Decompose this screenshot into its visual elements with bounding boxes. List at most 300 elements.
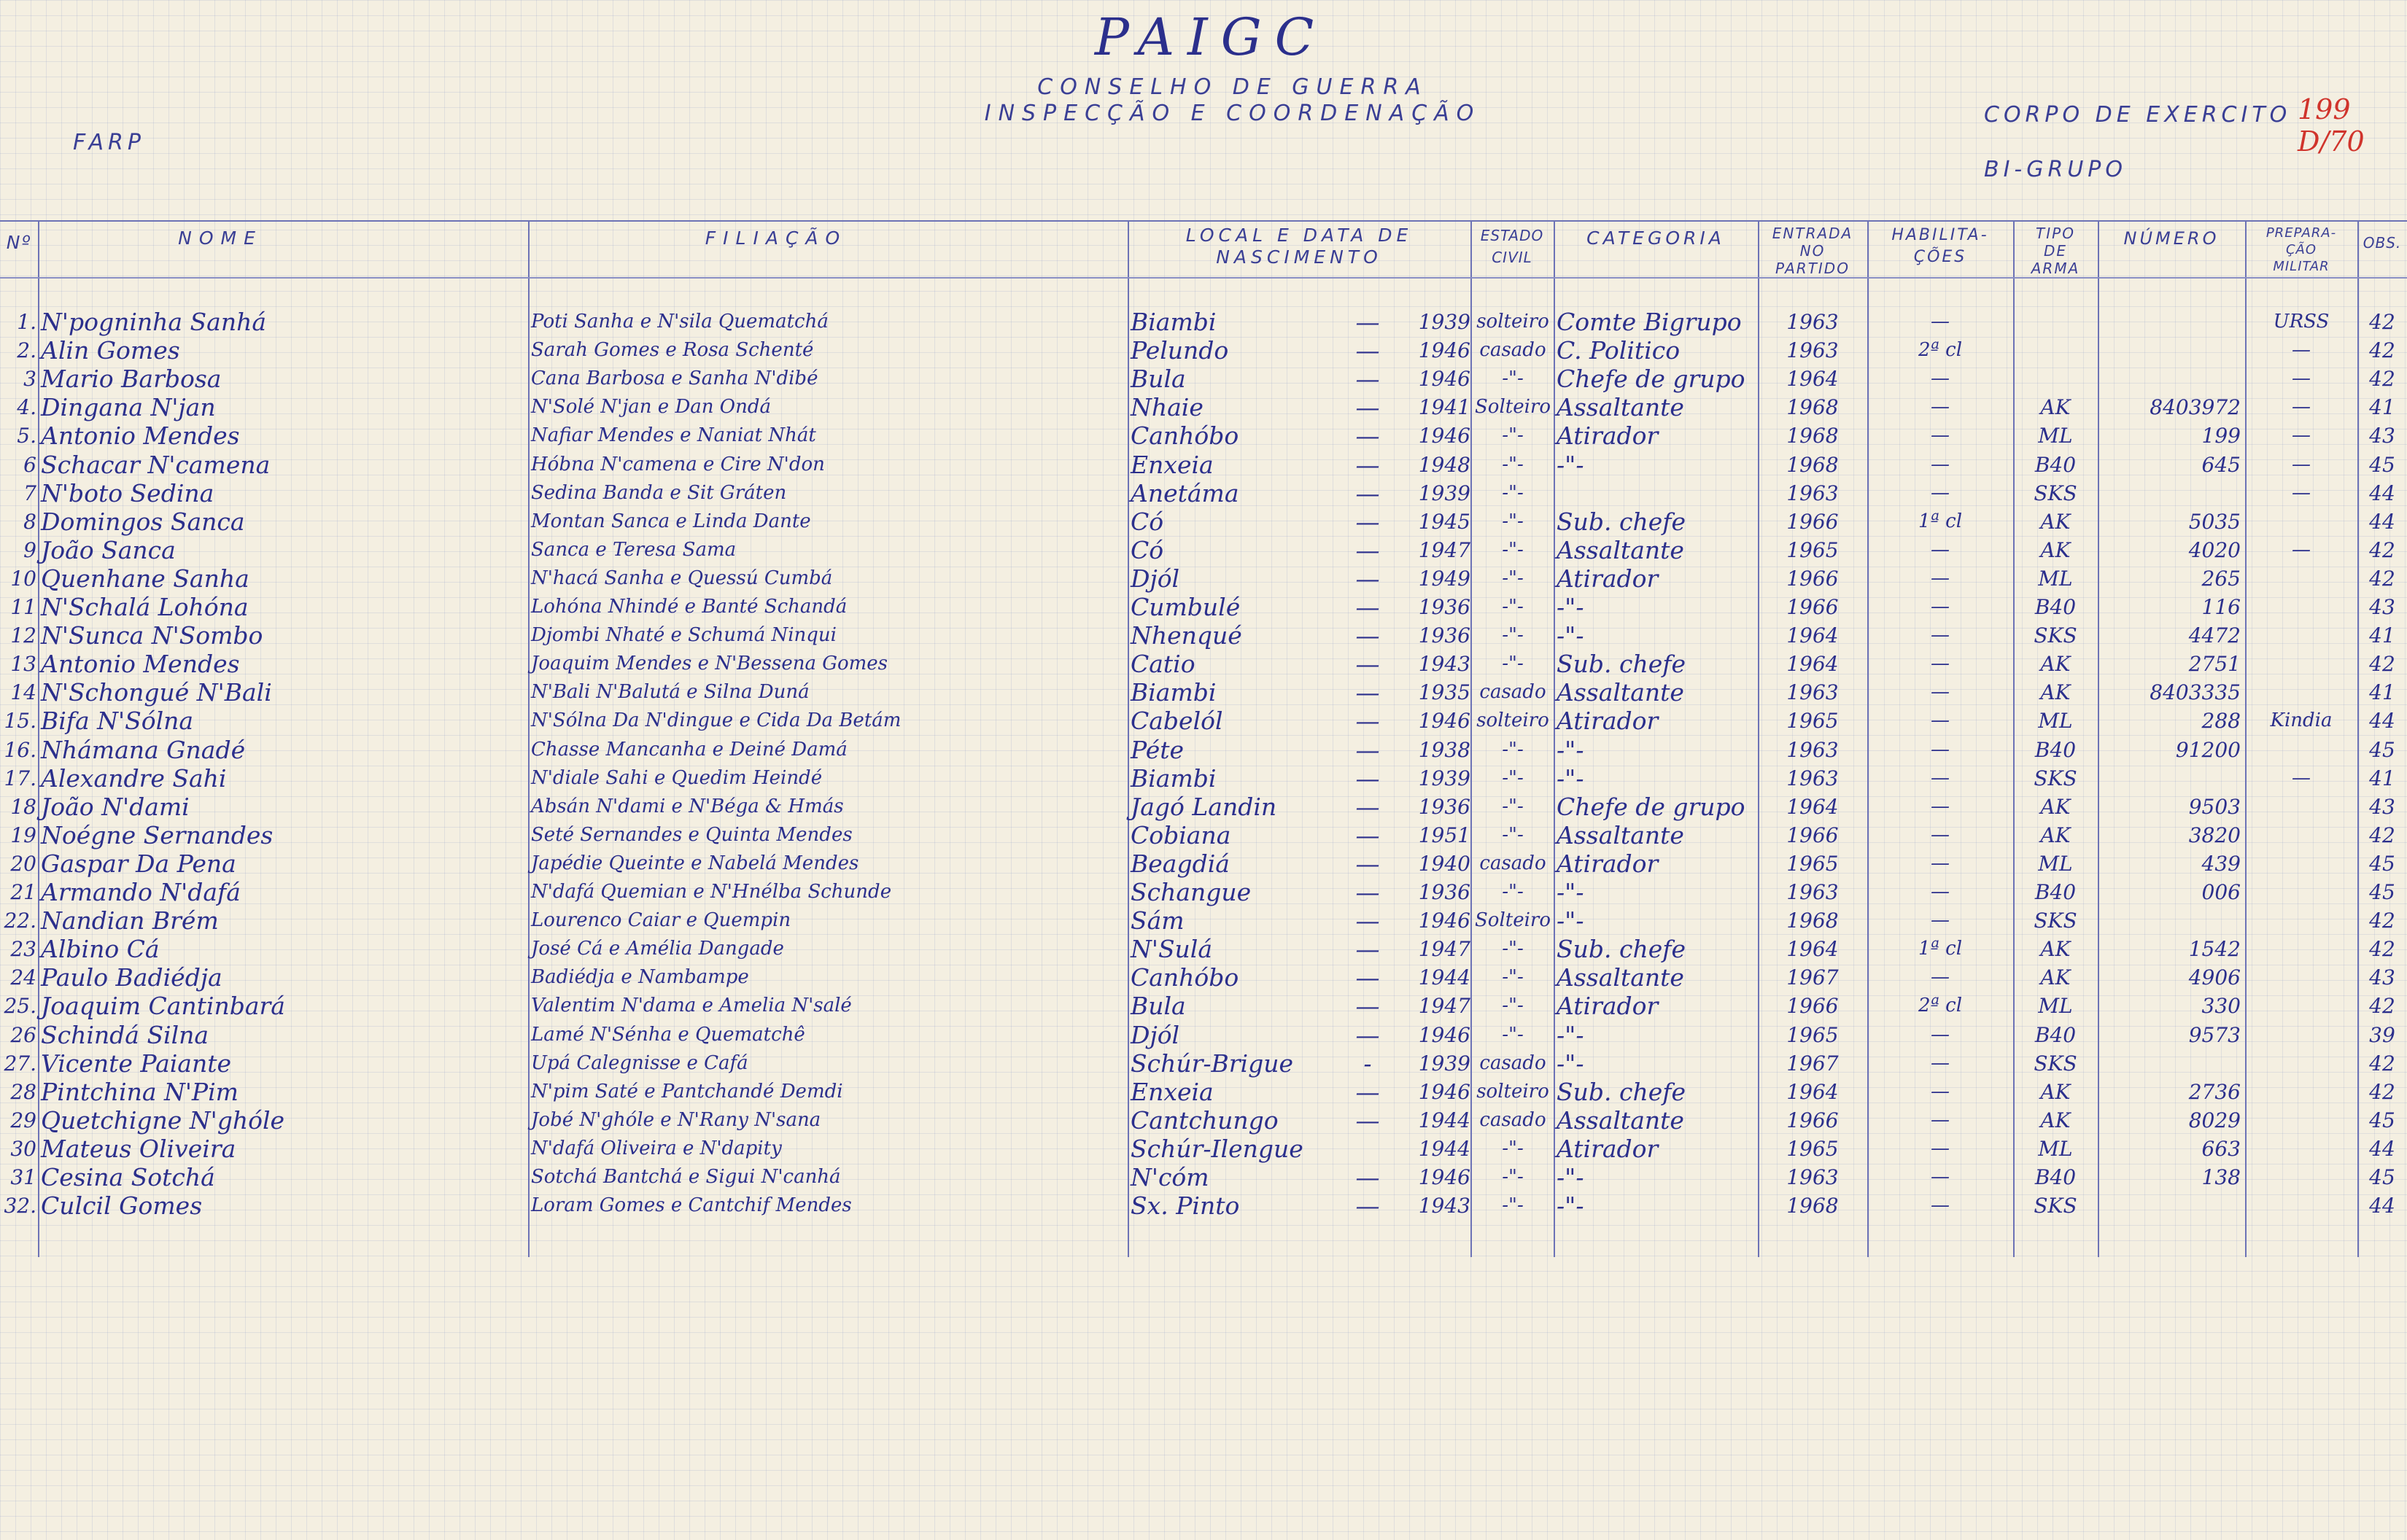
birthplace-cell: Sx. Pinto: [1131, 1191, 1240, 1221]
observation-cell: 44: [2369, 709, 2395, 734]
birth-year-cell: 1946: [1418, 424, 1470, 448]
person-name-cell: Quenhane Sanha: [41, 564, 249, 593]
party-entry-year-cell: 1964: [1786, 794, 1839, 819]
birth-dash-cell: —: [1355, 878, 1380, 906]
parentage-cell: Chasse Mancanha e Deiné Damá: [531, 738, 848, 761]
person-name-cell: Pintchina N'Pim: [41, 1077, 239, 1106]
table-row: [0, 1049, 2407, 1078]
row-number-cell: 9: [23, 537, 36, 562]
table-row: [0, 935, 2407, 963]
weapon-type-cell: ML: [2038, 1136, 2073, 1161]
farp-label: FARP: [73, 130, 145, 155]
category-cell: -"-: [1557, 763, 1584, 793]
parentage-cell: Hóbna N'camena e Cire N'don: [531, 453, 825, 475]
birth-dash-cell: —: [1355, 336, 1380, 365]
qualifications-cell: —: [1931, 1137, 1950, 1159]
category-cell: Assaltante: [1557, 820, 1684, 849]
table-row: [0, 707, 2407, 735]
parentage-cell: Nafiar Mendes e Naniat Nhát: [531, 424, 816, 447]
person-name-cell: Albino Cá: [41, 935, 160, 964]
birthplace-cell: Có: [1131, 507, 1164, 536]
col-header-prep: [2245, 225, 2357, 275]
weapon-type-cell: SKS: [2034, 1194, 2077, 1218]
weapon-number-cell: 116: [2201, 595, 2241, 619]
table-row: [0, 336, 2407, 365]
person-name-cell: Domingos Sanca: [41, 507, 245, 536]
category-cell: -"-: [1557, 1020, 1584, 1049]
qualifications-cell: —: [1931, 1166, 1950, 1188]
observation-cell: 44: [2369, 1136, 2395, 1161]
civil-status-cell: -"-: [1502, 481, 1524, 504]
qualifications-cell: —: [1931, 481, 1950, 504]
table-row: [0, 906, 2407, 935]
birth-year-cell: 1949: [1418, 566, 1470, 591]
weapon-type-cell: ML: [2038, 709, 2073, 734]
weapon-number-cell: 3820: [2188, 822, 2241, 847]
civil-status-cell: -"-: [1502, 368, 1524, 390]
row-number-cell: 26: [10, 1022, 36, 1047]
civil-status-cell: solteiro: [1476, 1080, 1549, 1102]
party-entry-year-cell: 1964: [1786, 652, 1839, 677]
row-number-cell: 12: [10, 623, 36, 648]
birth-dash-cell: —: [1355, 678, 1380, 707]
birth-year-cell: 1946: [1418, 1165, 1470, 1189]
weapon-type-cell: AK: [2040, 537, 2071, 562]
weapon-number-cell: 9503: [2188, 794, 2241, 819]
weapon-number-cell: 8403335: [2150, 680, 2241, 705]
qualifications-cell: —: [1931, 538, 1950, 561]
category-cell: Assaltante: [1557, 1105, 1684, 1135]
weapon-type-cell: AK: [2040, 680, 2071, 705]
party-entry-year-cell: 1963: [1786, 481, 1839, 505]
parentage-cell: N'Bali N'Balutá e Silna Duná: [531, 681, 810, 704]
birth-year-cell: 1935: [1418, 680, 1470, 705]
birth-dash-cell: —: [1355, 308, 1380, 336]
birthplace-cell: Djól: [1131, 1020, 1180, 1049]
table-row: [0, 593, 2407, 621]
category-cell: -"-: [1557, 878, 1584, 906]
party-entry-year-cell: 1965: [1786, 537, 1839, 562]
document-subtitle-council: CONSELHO DE GUERRA: [1037, 74, 1428, 100]
weapon-number-cell: 4906: [2188, 965, 2241, 990]
birth-dash-cell: —: [1355, 1191, 1380, 1221]
qualifications-cell: 2ª cl: [1918, 995, 1963, 1017]
weapon-number-cell: 138: [2201, 1165, 2241, 1189]
person-name-cell: Vicente Paiante: [41, 1049, 232, 1078]
birth-dash-cell: —: [1355, 935, 1380, 964]
qualifications-cell: —: [1931, 453, 1950, 475]
observation-cell: 42: [2369, 994, 2395, 1019]
birth-year-cell: 1939: [1418, 1051, 1470, 1076]
observation-cell: 43: [2369, 424, 2395, 448]
parentage-cell: Montan Sanca e Linda Dante: [531, 510, 811, 532]
col-header-tipo-line3: ARMA: [2031, 260, 2080, 277]
col-header-estado-line1: ESTADO: [1480, 227, 1544, 244]
parentage-cell: N'dafá Quemian e N'Hnélba Schunde: [531, 881, 892, 903]
parentage-cell: Upá Calegnisse e Cafá: [531, 1051, 748, 1074]
birth-year-cell: 1944: [1418, 1108, 1470, 1132]
table-row: [0, 421, 2407, 450]
birth-dash-cell: —: [1355, 564, 1380, 593]
civil-status-cell: casado: [1479, 1108, 1546, 1131]
table-row: [0, 308, 2407, 336]
row-number-cell: 7: [23, 481, 36, 505]
col-header-local-line2: NASCIMENTO: [1216, 246, 1382, 268]
party-entry-year-cell: 1963: [1786, 680, 1839, 705]
person-name-cell: Paulo Badiédja: [41, 963, 222, 992]
table-row: [0, 736, 2407, 764]
table-row: [0, 393, 2407, 421]
birth-dash-cell: —: [1355, 963, 1380, 992]
military-training-cell: —: [2292, 766, 2311, 789]
row-number-cell: 5.: [17, 424, 36, 448]
category-cell: -"-: [1557, 621, 1584, 650]
qualifications-cell: —: [1931, 881, 1950, 903]
weapon-number-cell: 4472: [2188, 623, 2241, 648]
person-name-cell: N'pogninha Sanhá: [41, 308, 267, 336]
category-cell: Assaltante: [1557, 535, 1684, 564]
birthplace-cell: Bula: [1131, 365, 1186, 394]
parentage-cell: Poti Sanha e N'sila Quematchá: [531, 311, 829, 332]
row-number-cell: 13: [10, 652, 36, 677]
party-entry-year-cell: 1963: [1786, 737, 1839, 762]
weapon-type-cell: B40: [2034, 1022, 2077, 1047]
person-name-cell: Bifa N'Sólna: [41, 707, 194, 736]
birth-dash-cell: -: [1363, 1049, 1372, 1078]
row-number-cell: 30: [10, 1136, 36, 1161]
col-header-estado-line2: CIVIL: [1492, 249, 1532, 266]
party-entry-year-cell: 1966: [1786, 822, 1839, 847]
birth-dash-cell: —: [1355, 421, 1380, 451]
civil-status-cell: -"-: [1502, 596, 1524, 618]
observation-cell: 41: [2369, 680, 2395, 705]
weapon-type-cell: AK: [2040, 794, 2071, 819]
table-row: [0, 1135, 2407, 1163]
parentage-cell: Lohóna Nhindé e Banté Schandá: [531, 596, 848, 618]
col-header-habil: [1867, 225, 2013, 268]
parentage-cell: Seté Sernandes e Quinta Mendes: [531, 823, 853, 846]
birthplace-cell: Catio: [1131, 650, 1195, 679]
parentage-cell: Valentim N'dama e Amelia N'salé: [531, 995, 852, 1017]
qualifications-cell: —: [1931, 624, 1950, 647]
category-cell: Assaltante: [1557, 393, 1684, 422]
qualifications-cell: —: [1931, 738, 1950, 761]
qualifications-cell: —: [1931, 909, 1950, 932]
weapon-type-cell: AK: [2040, 1079, 2071, 1104]
parentage-cell: Absán N'dami e N'Béga & Hmás: [531, 795, 844, 817]
party-entry-year-cell: 1968: [1786, 909, 1839, 933]
civil-status-cell: -"-: [1502, 453, 1524, 475]
qualifications-cell: —: [1931, 567, 1950, 589]
document-title: PAIGC: [1094, 7, 1327, 67]
parentage-cell: N'Sólna Da N'dingue e Cida Da Betám: [531, 709, 902, 732]
birthplace-cell: Nhaie: [1131, 393, 1204, 422]
category-cell: Sub. chefe: [1557, 650, 1686, 679]
birth-dash-cell: —: [1355, 792, 1380, 821]
category-cell: Sub. chefe: [1557, 1077, 1686, 1106]
birth-year-cell: 1946: [1418, 1022, 1470, 1047]
birth-dash-cell: —: [1355, 365, 1380, 394]
qualifications-cell: —: [1931, 1194, 1950, 1217]
birth-dash-cell: —: [1355, 820, 1380, 849]
weapon-number-cell: 8403972: [2150, 395, 2241, 420]
col-header-habil-line2: ÇÕES: [1913, 248, 1967, 266]
col-header-nome: NOME: [178, 228, 263, 249]
weapon-type-cell: B40: [2034, 1165, 2077, 1189]
col-header-tipo-line2: DE: [2043, 242, 2068, 260]
document-header: [0, 0, 2407, 219]
birth-dash-cell: —: [1355, 906, 1380, 936]
person-name-cell: N'Schalá Lohóna: [41, 593, 249, 621]
col-header-local-line1: LOCAL E DATA DE: [1185, 225, 1413, 246]
weapon-number-cell: 330: [2201, 994, 2241, 1019]
parentage-cell: N'Solé N'jan e Dan Ondá: [531, 396, 772, 419]
birthplace-cell: Canhóbo: [1131, 421, 1239, 451]
category-cell: Atirador: [1557, 707, 1659, 736]
birthplace-cell: N'Sulá: [1131, 935, 1213, 964]
table-row: [0, 1191, 2407, 1220]
civil-status-cell: -"-: [1502, 538, 1524, 561]
birthplace-cell: Cumbulé: [1131, 593, 1241, 621]
civil-status-cell: Solteiro: [1474, 909, 1551, 932]
birth-year-cell: 1936: [1418, 794, 1470, 819]
birthplace-cell: Nhenqué: [1131, 621, 1242, 650]
observation-cell: 45: [2369, 452, 2395, 477]
weapon-number-cell: 006: [2201, 880, 2241, 904]
civil-status-cell: casado: [1479, 681, 1546, 704]
table-row: [0, 1021, 2407, 1049]
row-number-cell: 4.: [17, 395, 36, 420]
category-cell: Atirador: [1557, 421, 1659, 451]
observation-cell: 42: [2369, 1051, 2395, 1076]
qualifications-cell: —: [1931, 823, 1950, 846]
civil-status-cell: -"-: [1502, 938, 1524, 960]
person-name-cell: Armando N'dafá: [41, 878, 241, 906]
observation-cell: 42: [2369, 537, 2395, 562]
civil-status-cell: -"-: [1502, 1166, 1524, 1188]
row-number-cell: 1.: [17, 310, 36, 334]
birthplace-cell: Enxeia: [1131, 1077, 1214, 1106]
category-cell: -"-: [1557, 906, 1584, 936]
birth-dash-cell: —: [1355, 450, 1380, 479]
civil-status-cell: -"-: [1502, 738, 1524, 761]
birth-year-cell: 1939: [1418, 481, 1470, 505]
qualifications-cell: 1ª cl: [1918, 510, 1963, 532]
military-training-cell: —: [2292, 424, 2311, 447]
observation-cell: 44: [2369, 1194, 2395, 1218]
col-header-entrada: [1758, 225, 1867, 277]
document-subtitle-inspection: INSPECÇÃO E COORDENAÇÃO: [984, 101, 1481, 126]
weapon-type-cell: AK: [2040, 1108, 2071, 1132]
roster-table: [0, 220, 2407, 1257]
qualifications-cell: —: [1931, 966, 1950, 989]
weapon-number-cell: 8029: [2188, 1108, 2241, 1132]
col-header-prep-line1: PREPARA-: [2265, 225, 2337, 241]
birthplace-cell: Beagdiá: [1131, 849, 1230, 878]
weapon-type-cell: ML: [2038, 851, 2073, 876]
observation-cell: 39: [2369, 1022, 2395, 1047]
row-number-cell: 6: [23, 452, 36, 477]
birth-dash-cell: —: [1355, 707, 1380, 736]
person-name-cell: Mateus Oliveira: [41, 1134, 236, 1163]
qualifications-cell: —: [1931, 1080, 1950, 1102]
table-row: [0, 479, 2407, 508]
observation-cell: 42: [2369, 310, 2395, 334]
party-entry-year-cell: 1964: [1786, 623, 1839, 648]
civil-status-cell: -"-: [1502, 966, 1524, 989]
weapon-number-cell: 1542: [2188, 937, 2241, 962]
birthplace-cell: Biambi: [1131, 308, 1217, 336]
weapon-type-cell: AK: [2040, 822, 2071, 847]
table-row: [0, 821, 2407, 849]
birth-year-cell: 1946: [1418, 1079, 1470, 1104]
observation-cell: 42: [2369, 367, 2395, 392]
row-number-cell: 16.: [4, 737, 36, 762]
civil-status-cell: -"-: [1502, 567, 1524, 589]
table-row: [0, 1163, 2407, 1191]
table-row: [0, 992, 2407, 1020]
civil-status-cell: -"-: [1502, 881, 1524, 903]
person-name-cell: N'Sunca N'Sombo: [41, 621, 263, 650]
civil-status-cell: -"-: [1502, 1137, 1524, 1159]
col-header-obs: OBS.: [2363, 234, 2402, 252]
birthplace-cell: Djól: [1131, 564, 1180, 593]
birthplace-cell: Bula: [1131, 992, 1186, 1021]
table-row: [0, 849, 2407, 878]
qualifications-cell: —: [1931, 852, 1950, 874]
parentage-cell: N'hacá Sanha e Quessú Cumbá: [531, 567, 833, 589]
party-entry-year-cell: 1963: [1786, 880, 1839, 904]
weapon-type-cell: SKS: [2034, 1051, 2077, 1076]
header-rule: [0, 277, 2407, 279]
weapon-number-cell: 5035: [2188, 509, 2241, 534]
person-name-cell: Quetchigne N'ghóle: [41, 1105, 285, 1135]
observation-cell: 42: [2369, 909, 2395, 933]
civil-status-cell: solteiro: [1476, 709, 1549, 732]
parentage-cell: N'pim Saté e Pantchandé Demdi: [531, 1080, 843, 1102]
birth-year-cell: 1946: [1418, 367, 1470, 392]
table-row: [0, 365, 2407, 393]
observation-cell: 42: [2369, 338, 2395, 363]
birth-dash-cell: —: [1355, 478, 1380, 508]
row-number-cell: 17.: [4, 766, 36, 790]
table-row: [0, 536, 2407, 564]
birth-dash-cell: —: [1355, 650, 1380, 679]
observation-cell: 44: [2369, 481, 2395, 505]
birth-dash-cell: —: [1355, 507, 1380, 536]
military-training-cell: —: [2292, 453, 2311, 475]
party-entry-year-cell: 1963: [1786, 766, 1839, 790]
group-label: BI-GRUPO: [1984, 157, 2128, 182]
observation-cell: 45: [2369, 1108, 2395, 1132]
category-cell: Assaltante: [1557, 678, 1684, 707]
col-header-tipo-line1: TIPO: [2036, 225, 2075, 242]
col-header-categoria: CATEGORIA: [1586, 228, 1725, 249]
weapon-type-cell: SKS: [2034, 766, 2077, 790]
observation-cell: 45: [2369, 880, 2395, 904]
row-number-cell: 25.: [4, 994, 36, 1019]
party-entry-year-cell: 1967: [1786, 965, 1839, 990]
qualifications-cell: —: [1931, 396, 1950, 419]
row-number-cell: 14: [10, 680, 36, 705]
row-number-cell: 29: [10, 1108, 36, 1132]
weapon-type-cell: B40: [2034, 737, 2077, 762]
col-header-numero: NÚMERO: [2123, 228, 2220, 249]
qualifications-cell: —: [1931, 596, 1950, 618]
parentage-cell: Sanca e Teresa Sama: [531, 538, 737, 561]
birth-year-cell: 1939: [1418, 310, 1470, 334]
party-entry-year-cell: 1968: [1786, 1194, 1839, 1218]
civil-status-cell: -"-: [1502, 795, 1524, 817]
corps-number: 199 D/70: [2298, 93, 2365, 158]
parentage-cell: Badiédja e Nambampe: [531, 966, 749, 989]
birth-year-cell: 1947: [1418, 994, 1470, 1019]
military-training-cell: —: [2292, 481, 2311, 504]
birth-year-cell: 1939: [1418, 766, 1470, 790]
person-name-cell: Schacar N'camena: [41, 450, 271, 479]
civil-status-cell: -"-: [1502, 766, 1524, 789]
person-name-cell: Noégne Sernandes: [41, 820, 274, 849]
parentage-cell: N'dafá Oliveira e N'dapity: [531, 1137, 782, 1159]
civil-status-cell: solteiro: [1476, 311, 1549, 332]
civil-status-cell: -"-: [1502, 510, 1524, 532]
person-name-cell: Culcil Gomes: [41, 1191, 203, 1221]
row-number-cell: 31: [10, 1165, 36, 1189]
party-entry-year-cell: 1968: [1786, 424, 1839, 448]
parentage-cell: N'diale Sahi e Quedim Heindé: [531, 766, 823, 789]
civil-status-cell: -"-: [1502, 1194, 1524, 1217]
weapon-type-cell: ML: [2038, 566, 2073, 591]
table-row: [0, 1078, 2407, 1106]
table-row: [0, 508, 2407, 536]
birth-year-cell: 1940: [1418, 851, 1470, 876]
parentage-cell: Loram Gomes e Cantchif Mendes: [531, 1194, 852, 1217]
weapon-type-cell: SKS: [2034, 909, 2077, 933]
party-entry-year-cell: 1967: [1786, 1051, 1839, 1076]
weapon-type-cell: AK: [2040, 509, 2071, 534]
military-training-cell: —: [2292, 368, 2311, 390]
qualifications-cell: —: [1931, 1023, 1950, 1046]
party-entry-year-cell: 1965: [1786, 1022, 1839, 1047]
party-entry-year-cell: 1966: [1786, 566, 1839, 591]
civil-status-cell: casado: [1479, 339, 1546, 362]
col-header-filiacao: FILIAÇÃO: [705, 228, 848, 249]
row-number-cell: 15.: [4, 709, 36, 734]
observation-cell: 42: [2369, 566, 2395, 591]
birthplace-cell: Cobiana: [1131, 820, 1231, 849]
weapon-type-cell: AK: [2040, 937, 2071, 962]
table-row: [0, 451, 2407, 479]
table-row: [0, 764, 2407, 793]
category-cell: Comte Bigrupo: [1557, 308, 1742, 336]
birthplace-cell: N'cóm: [1131, 1163, 1209, 1191]
person-name-cell: Antonio Mendes: [41, 421, 240, 451]
parentage-cell: Lamé N'Sénha e Quematchê: [531, 1023, 805, 1046]
qualifications-cell: —: [1931, 311, 1950, 332]
military-training-cell: —: [2292, 396, 2311, 419]
birth-dash-cell: —: [1355, 992, 1380, 1021]
birth-year-cell: 1946: [1418, 338, 1470, 363]
person-name-cell: N'Schongué N'Bali: [41, 678, 272, 707]
table-row: [0, 793, 2407, 821]
qualifications-cell: —: [1931, 368, 1950, 390]
table-row: [0, 564, 2407, 593]
birthplace-cell: Cantchungo: [1131, 1105, 1279, 1135]
party-entry-year-cell: 1966: [1786, 595, 1839, 619]
col-header-entrada-line3: PARTIDO: [1775, 260, 1850, 277]
weapon-number-cell: 645: [2201, 452, 2241, 477]
birth-dash-cell: —: [1355, 621, 1380, 650]
